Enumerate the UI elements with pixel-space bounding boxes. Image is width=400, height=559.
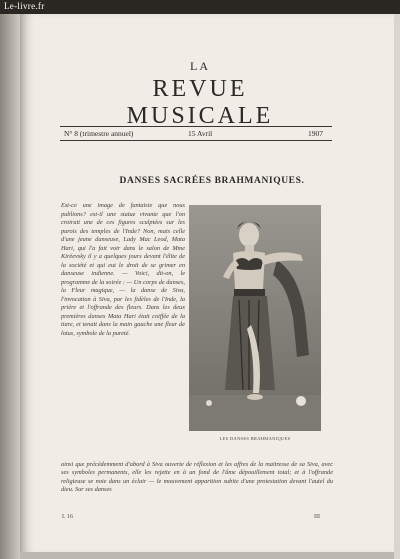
dancer-photo [189, 205, 321, 431]
book-spine-edge [0, 14, 20, 559]
magazine-title: REVUE MUSICALE [126, 76, 274, 129]
footer-left: I. 16 [62, 514, 73, 520]
issue-line [62, 127, 332, 139]
article-column-text: Est-ce une image de fantaisie que nous publions? est-il une statue vivante que l'on croirait une de ces figures sculptées sur les parois des temples de l'Inde? Non, mais celle d'une jeune danseuse, Lady Mac Leod, Mata Hari, qui l'a fait voir dans le salon de Mme Kiréevsky il y a quelques jours devant l'élite de la société et qui eut le droit de se grimer en danseuse indienne. — Voici, dit-on, le programme de la soirée : — Un corps de danses, la Fleur magique, — la danse de Siva, l'invocation à Siva, par les fidèles de l'Inde, la prière et l'offrande des fleurs. Dans les deux premières danses Mata Hari était coiffée de la tiare, et tenait dans la main gauche une fleur de lotus, symbole de la pureté. [61, 202, 185, 337]
dancer-photo-illustration [189, 205, 321, 431]
article-wide-text: ainsi que précédemment d'abord à Siva ouverte de réflexion et les affres de la maitresse de sa Siva, avec ses symboles permanents, elle les rejette en à un fond de l'âme dépouillement total; et à l'offrande religieuse se noie dans un éclair — le mouvement apparition subite d'une protestation devant l'autel du dieu. Sur ses danses [61, 461, 333, 493]
photo-caption: LES DANSES BRAHMANIQUES [219, 436, 291, 441]
issue-number: N° 8 (trimestre annuel) [64, 129, 134, 138]
article-title: DANSES SACRÉES BRAHMANIQUES. [119, 176, 305, 186]
magazine-article-word: LA [190, 59, 210, 73]
issue-date: 15 Avril [188, 129, 213, 138]
issue-year: 1907 [308, 129, 323, 138]
watermark-strip [0, 0, 400, 14]
page-bottom-edge [20, 552, 394, 559]
watermark-text: Le-livre.fr [4, 1, 45, 11]
footer-right: III [314, 514, 320, 520]
header-rule-bottom [60, 140, 332, 141]
